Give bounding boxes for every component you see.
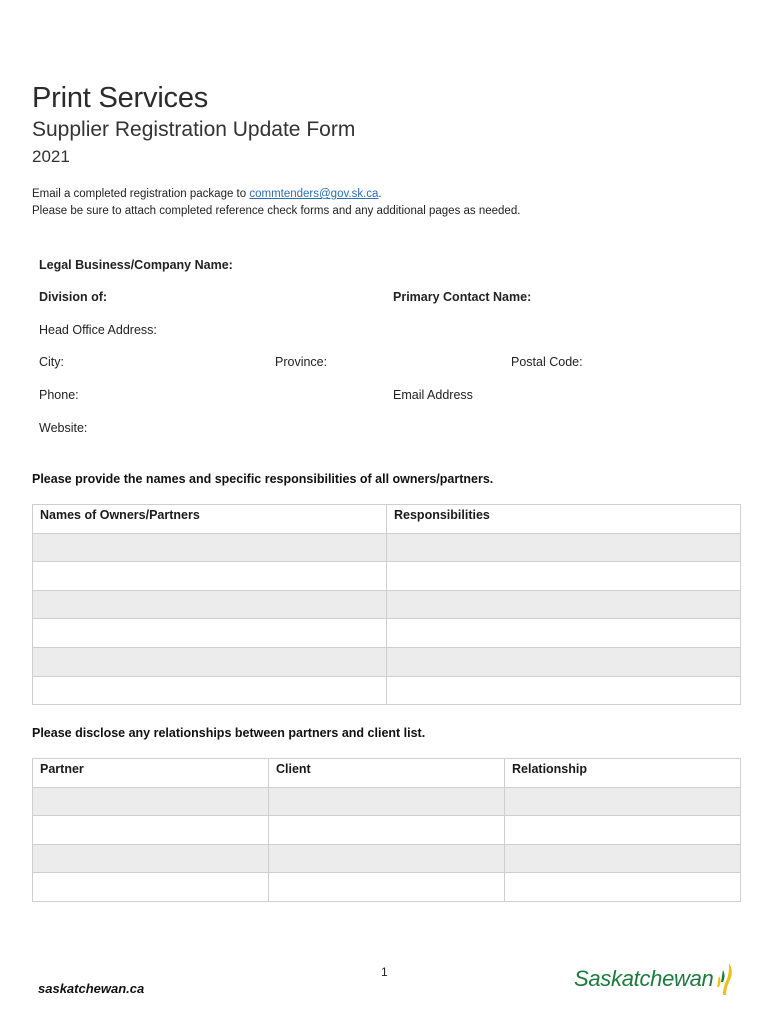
logo-wordmark: Saskatchewan	[574, 966, 714, 991]
partner-cell[interactable]	[33, 816, 269, 845]
owner-responsibility-cell[interactable]	[387, 676, 741, 705]
primary-contact-label: Primary Contact Name:	[393, 290, 532, 304]
email-address-label: Email Address	[393, 388, 473, 402]
legal-business-name-label: Legal Business/Company Name:	[39, 258, 233, 272]
relationships-column-partner: Partner	[33, 759, 269, 788]
phone-label: Phone:	[39, 388, 79, 402]
owners-column-responsibilities: Responsibilities	[387, 505, 741, 534]
relationship-cell[interactable]	[505, 873, 741, 902]
client-cell[interactable]	[269, 844, 505, 873]
table-row	[33, 873, 741, 902]
owners-header-row	[33, 505, 741, 534]
table-row	[33, 647, 741, 676]
head-office-address-label: Head Office Address:	[39, 323, 157, 337]
owner-responsibility-cell[interactable]	[387, 590, 741, 619]
footer-url[interactable]: saskatchewan.ca	[38, 981, 145, 996]
postal-code-label: Postal Code:	[511, 355, 583, 369]
page-title: Print Services	[32, 82, 209, 114]
owner-responsibility-cell[interactable]	[387, 619, 741, 648]
owner-responsibility-cell[interactable]	[387, 647, 741, 676]
relationship-cell[interactable]	[505, 844, 741, 873]
owner-name-cell[interactable]	[33, 619, 387, 648]
table-row	[33, 562, 741, 591]
partner-cell[interactable]	[33, 844, 269, 873]
division-label: Division of:	[39, 290, 108, 304]
city-label: City:	[39, 355, 64, 369]
client-cell[interactable]	[269, 873, 505, 902]
owners-column-names: Names of Owners/Partners	[33, 505, 387, 534]
relationships-column-relationship: Relationship	[505, 759, 741, 788]
table-row	[33, 676, 741, 705]
form-subtitle: Supplier Registration Update Form	[32, 118, 356, 141]
owner-name-cell[interactable]	[33, 533, 387, 562]
form-year: 2021	[32, 147, 70, 166]
relationships-column-client: Client	[269, 759, 505, 788]
wheat-icon	[714, 962, 736, 996]
owners-section-heading: Please provide the names and specific responsibilities of all owners/partners.	[32, 472, 494, 486]
owner-responsibility-cell[interactable]	[387, 533, 741, 562]
relationships-section-heading: Please disclose any relationships between partners and client list.	[32, 726, 426, 740]
owner-name-cell[interactable]	[33, 590, 387, 619]
client-cell[interactable]	[269, 816, 505, 845]
page-number: 1	[381, 965, 388, 979]
website-label: Website:	[39, 421, 88, 435]
relationship-cell[interactable]	[505, 816, 741, 845]
relationships-table	[32, 758, 741, 902]
instruction-line-2: Please be sure to attach completed reference check forms and any additional pages as needed.	[32, 205, 521, 217]
instruction-line-1	[32, 188, 382, 200]
table-row	[33, 590, 741, 619]
relationship-cell[interactable]	[505, 787, 741, 816]
table-row	[33, 533, 741, 562]
table-row	[33, 844, 741, 873]
owner-responsibility-cell[interactable]	[387, 562, 741, 591]
instruction-text: Email a completed registration package to	[32, 188, 250, 200]
table-row	[33, 787, 741, 816]
owner-name-cell[interactable]	[33, 647, 387, 676]
table-row	[33, 816, 741, 845]
partner-cell[interactable]	[33, 873, 269, 902]
owners-table	[32, 504, 741, 705]
relationships-header-row	[33, 759, 741, 788]
partner-cell[interactable]	[33, 787, 269, 816]
instruction-period: .	[378, 188, 382, 200]
email-link[interactable]: commtenders@gov.sk.ca	[249, 188, 379, 200]
owner-name-cell[interactable]	[33, 676, 387, 705]
province-label: Province:	[275, 355, 328, 369]
owner-name-cell[interactable]	[33, 562, 387, 591]
client-cell[interactable]	[269, 787, 505, 816]
table-row	[33, 619, 741, 648]
